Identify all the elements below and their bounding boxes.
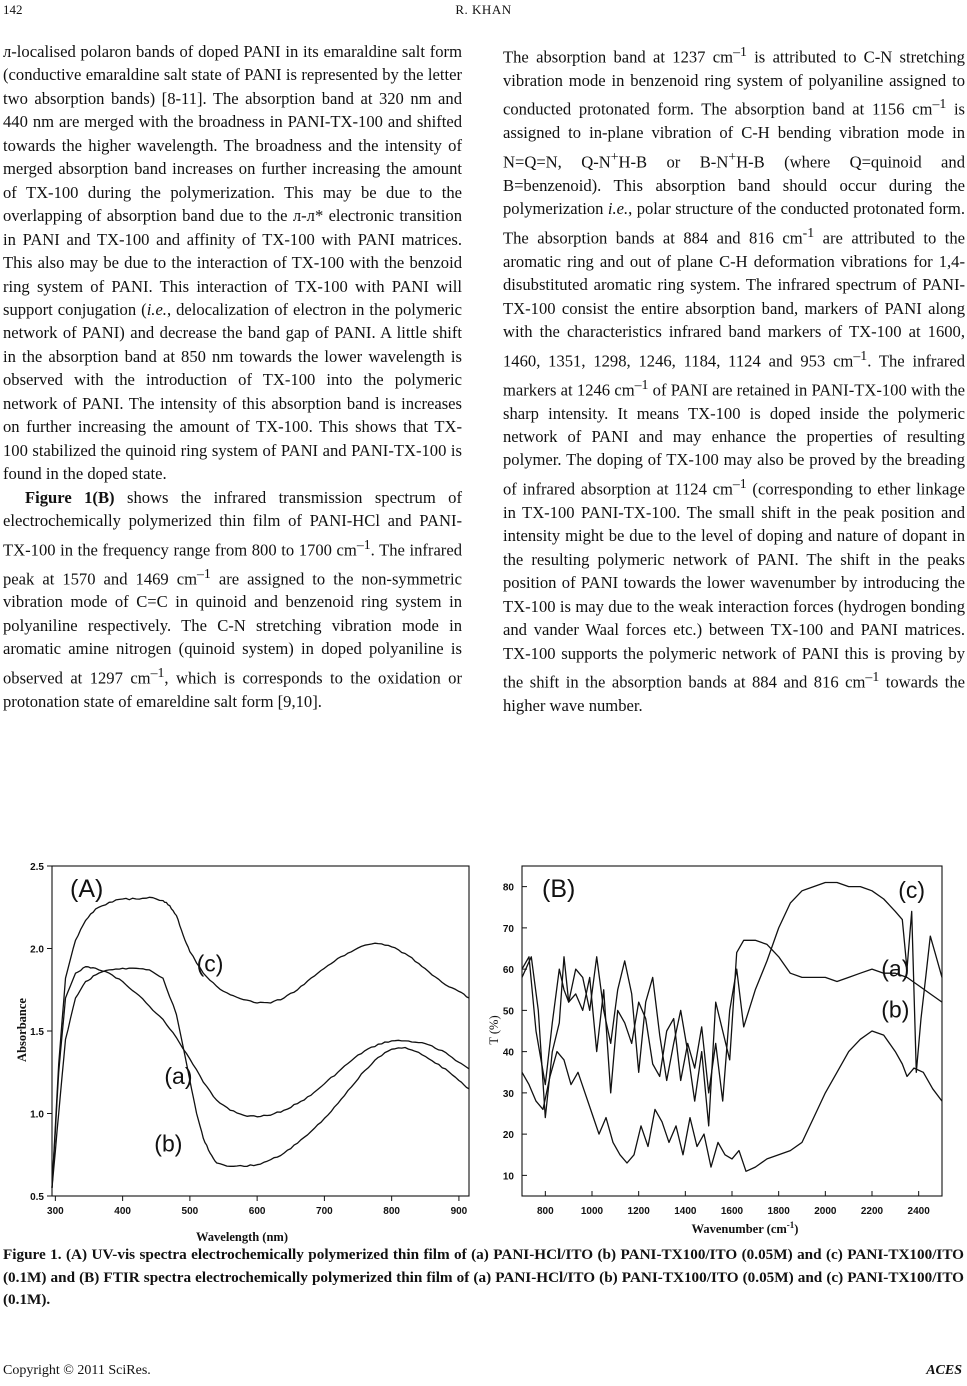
- uv-y-tick-label: 2.0: [30, 944, 44, 956]
- ftir-y-tick-label: 60: [502, 965, 514, 977]
- uv-x-tick-label: 400: [114, 1206, 131, 1217]
- ftir-x-tick-label: 1200: [627, 1206, 650, 1217]
- ftir-x-tick-label: 1800: [767, 1206, 790, 1217]
- uv-series-a-label: (a): [164, 1062, 193, 1089]
- ftir-x-tick-label: 2200: [860, 1206, 884, 1217]
- uv-series-a-line: [52, 967, 469, 1188]
- uv-series-b-line: [52, 968, 469, 1188]
- figure-caption: Figure 1. (A) UV-vis spectra electrochemically polymerized thin film of (a) PANI-HCl/ITO (b) PANI-TX100/ITO (0.05M) and (c) PANI-TX100/ITO (0.1M) and (B) FTIR spectra electrochemically polymerized thin film of (a) PANI-HCl/ITO (b) PANI-TX100/ITO (0.05M) and (c) PANI-TX100/ITO (0.1M).: [3, 1246, 964, 1308]
- paragraph-ir-assignment: The absorption band at 1237 $cm^{-1}$ is attributed to C-N stretching vibration mode in benzenoid ring system of polyaniline assigned to conducted protonated form. The absorption band at 1156 $cm^{-1}$ is assigned to in-plane vibration of C-H bending vibration mode in N=Q=N, Q-N+H-B or B-N+H-B (where Q=quinoid and B=benzenoid). This absorption band should occur during the polymerization i.e., polar structure of the conducted protonated form. The absorption bands at 884 and 816 $cm^{-1}$ are attributed to the aromatic ring and out of plane C-H deformation vibrations for 1,4-disubstituted aromatic ring system. The infrared spectrum of PANI-TX-100 consist the entire absorption band, markers of PANI along with the characteristics infrared band markers of TX-100 at 1600, 1460, 1351, 1298, 1246, 1184, 1124 and 953 $cm^{-1}$. The infrared markers at 1246 $cm^{-1}$ of PANI are retained in PANI-TX-100 with the sharp intensity. It means TX-100 is doped inside the polymeric network of PANI and may enhance the properties of resulting polymer. The doping of TX-100 may also be proved by the breading of infrared absorption at 1124 $cm^{-1}$ (corresponding to ether linkage in TX-100 PANI-TX-100. The small shift in the peak position and intensity might be due to the level of doping and nature of dopant in the resulting polymeric network of PANI. The shift in the peaks position of PANI towards the lower wavenumber by introducing the TX-100 is may due to the weak interaction forces (hydrogen bonding and vander Waal forces etc.) between TX-100 and PANI matrices. TX-100 supports the polymeric network of PANI this is proving by the shift in the absorption bands at 884 and 816 $cm^{-1}$ towards the higher wave number.: [503, 44, 966, 716]
- right-column: [503, 40, 965, 717]
- uv-y-tick-label: 0.5: [30, 1192, 44, 1203]
- footer-journal: ACES: [926, 1363, 962, 1378]
- uv-x-tick-label: 300: [47, 1206, 64, 1217]
- uv-x-tick-label: 900: [450, 1206, 468, 1217]
- uv-y-tick-label: 2.5: [30, 862, 44, 873]
- ftir-x-tick-label: 2000: [814, 1206, 837, 1217]
- ftir-series-b-label: (b): [881, 996, 910, 1023]
- page-number: 142: [3, 2, 23, 17]
- ftir-x-tick-label: 800: [536, 1206, 554, 1217]
- uv-panel-label: (A): [70, 875, 104, 903]
- ftir-x-tick-label: 1400: [674, 1206, 697, 1217]
- ftir-panel-label: (B): [542, 875, 576, 903]
- uv-series-c-label: (c): [196, 950, 224, 977]
- uv-x-tick-label: 800: [383, 1206, 400, 1217]
- uv-y-axis-label: Absorbance: [15, 998, 29, 1062]
- uv-plot-frame: [52, 866, 469, 1196]
- running-head: R. KHAN: [455, 2, 512, 17]
- uv-vis-chart: [12, 860, 480, 1250]
- ftir-x-tick-label: 1000: [580, 1206, 604, 1217]
- uv-x-tick-label: 600: [248, 1206, 266, 1217]
- ftir-series-c-line: [522, 883, 942, 1118]
- ftir-y-tick-label: 50: [502, 1006, 514, 1018]
- uv-series-b-label: (b): [154, 1130, 183, 1157]
- ftir-y-tick-label: 40: [502, 1047, 514, 1059]
- ftir-x-tick-label: 1600: [720, 1206, 744, 1217]
- paragraph-uv-vis: л-localised polaron bands of doped PANI in its emaraldine salt form (conductive emaraldine salt state of PANI is represented by the letter two absorption bands) [8-11]. The absorption band at 320 nm and 440 nm are merged with the broadness in PANI-TX-100 and shifted towards the higher wavelength. The broadness and the intensity of merged absorption band increases on further increasing the amount of TX-100 during the polymerization. This may be due to the overlapping of absorption band due to the л-л* electronic transition in PANI and TX-100 and affinity of TX-100 with PANI matrices. This also may be due to the interaction of TX-100 with the benzoid ring system of PANI. This interaction of TX-100 with PANI will support conjugation (i.e., delocalization of electron in the polymeric network of PANI) and decrease the band gap of PANI. A little shift in the absorption band at 850 nm towards the lower wavelength is observed with the introduction of TX-100 into the polymeric network of PANI. The intensity of this absorption band is increases on further increasing the amount of TX-100. This shows that TX-100 stabilized the quinoid ring system of PANI and PANI-TX-100 is found in the doped state.: [3, 42, 462, 484]
- ftir-y-tick-label: 80: [502, 882, 514, 894]
- left-column: [3, 40, 462, 713]
- ftir-x-tick-label: 2400: [907, 1206, 930, 1217]
- ftir-y-axis-label: T (%): [487, 1015, 501, 1045]
- ftir-series-b-line: [522, 1031, 942, 1171]
- uv-y-tick-label: 1.0: [30, 1109, 44, 1121]
- uv-x-tick-label: 700: [316, 1206, 333, 1217]
- uv-x-axis-label: Wavelength (nm): [195, 1230, 289, 1244]
- uv-x-tick-label: 500: [181, 1206, 199, 1217]
- ftir-y-tick-label: 30: [502, 1088, 514, 1100]
- figure-reference: Figure 1(B): [25, 487, 115, 507]
- ftir-chart: [480, 860, 964, 1250]
- footer-copyright: Copyright © 2011 SciRes.: [3, 1363, 151, 1378]
- paragraph-ftir: Figure 1(B) shows the infrared transmission spectrum of electrochemically polymerized thin film of PANI-HCl and PANI-TX-100 in the frequency range from 800 to 1700 $cm^{-1}$. The infrared peak at 1570 and 1469 $cm^{-1}$ are assigned to the non-symmetric vibration mode of C=C in quinoid and benzenoid ring system in polyaniline respectively. The C-N stretching vibration mode in aromatic amine nitrogen (quinoid system) in doped polyaniline is observed at 1297 $cm^{-1}$, which is corresponds to the oxidation or protonation state of emareldine salt form [9,10].: [3, 487, 462, 711]
- uv-series-c-line: [52, 897, 469, 1188]
- uv-y-tick-label: 1.5: [30, 1027, 44, 1038]
- ftir-y-tick-label: 70: [502, 923, 514, 935]
- ftir-series-c-label: (c): [898, 877, 926, 904]
- ftir-y-tick-label: 20: [502, 1130, 514, 1142]
- ftir-series-a-label: (a): [881, 955, 910, 982]
- ftir-x-axis-label: Wavenumber $(cm^{-1})$: [691, 1220, 799, 1236]
- ftir-y-tick-label: 10: [502, 1171, 514, 1183]
